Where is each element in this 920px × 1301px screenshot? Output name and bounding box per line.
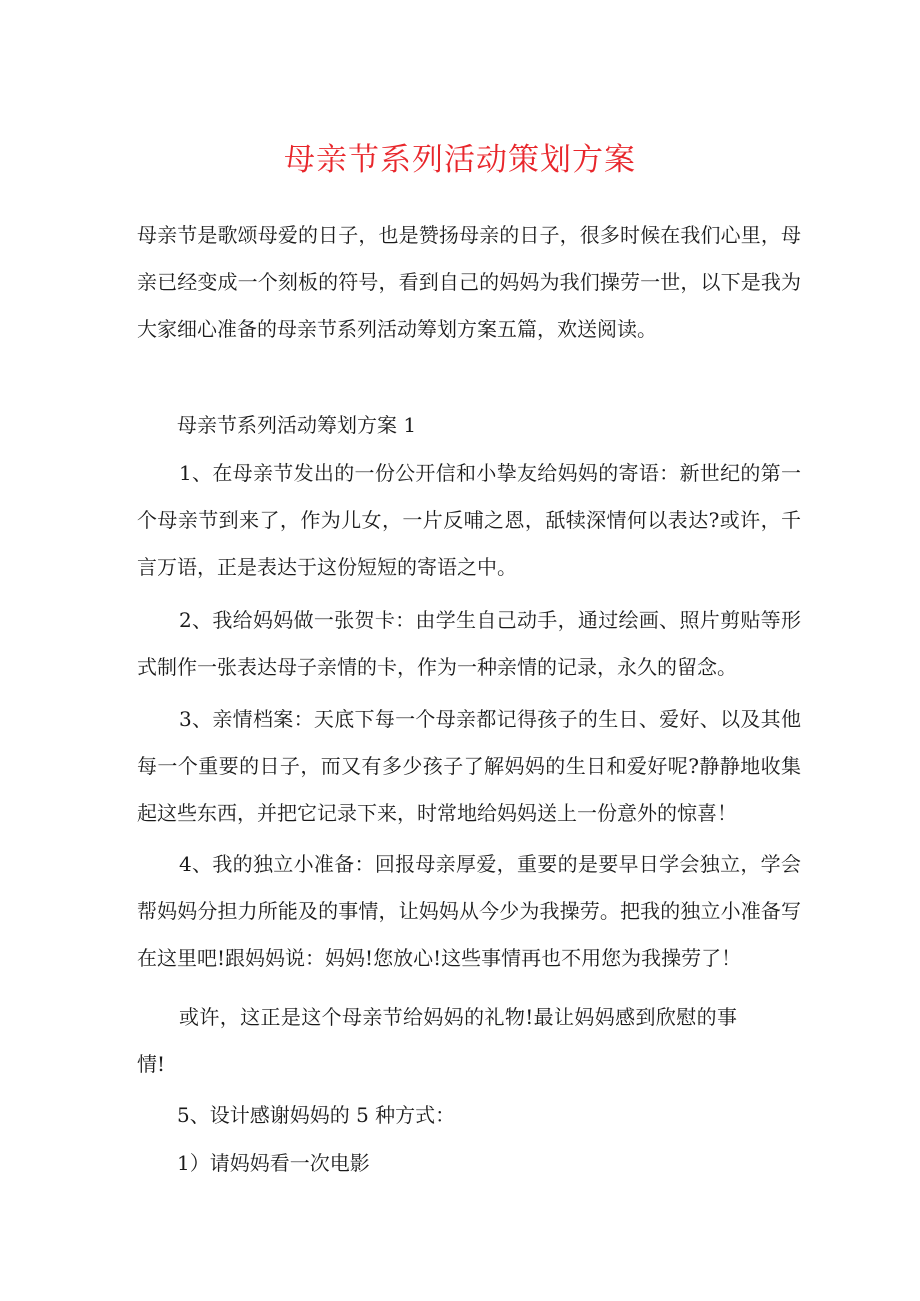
section-heading: 母亲节系列活动筹划方案 1 bbox=[177, 413, 417, 437]
list-item: 1）请妈妈看一次电影 bbox=[177, 1151, 370, 1175]
closing-paragraph: 或许，这正是这个母亲节给妈妈的礼物!最让妈妈感到欣慰的事情! bbox=[137, 1005, 737, 1076]
list-item: 5、设计感谢妈妈的 5 种方式： bbox=[177, 1103, 456, 1127]
page-title: 母亲节系列活动策划方案 bbox=[284, 142, 636, 178]
list-item: 2、我给妈妈做一张贺卡：由学生自己动手，通过绘画、照片剪贴等形式制作一张表达母子亲情的卡，作为一种亲情的记录，永久的留念。 bbox=[137, 608, 801, 679]
intro-paragraph: 母亲节是歌颂母爱的日子，也是赞扬母亲的日子，很多时候在我们心里，母亲已经变成一个刻板的符号，看到自己的妈妈为我们操劳一世，以下是我为大家细心准备的母亲节系列活动筹划方案五篇，欢送阅读。 bbox=[137, 223, 801, 341]
list-item: 4、我的独立小准备：回报母亲厚爱，重要的是要早日学会独立，学会帮妈妈分担力所能及的事情，让妈妈从今少为我操劳。把我的独立小准备写在这里吧!跟妈妈说：妈妈!您放心!这些事情再也不用您为我操劳了！ bbox=[137, 852, 801, 970]
list-item: 3、亲情档案：天底下每一个母亲都记得孩子的生日、爱好、以及其他每一个重要的日子，而又有多少孩子了解妈妈的生日和爱好呢?静静地收集起这些东西，并把它记录下来，时常地给妈妈送上一份意外的惊喜！ bbox=[137, 707, 801, 825]
list-item: 1、在母亲节发出的一份公开信和小挚友给妈妈的寄语：新世纪的第一个母亲节到来了，作为儿女，一片反哺之恩，舐犊深情何以表达?或许，千言万语，正是表达于这份短短的寄语之中。 bbox=[137, 461, 801, 579]
